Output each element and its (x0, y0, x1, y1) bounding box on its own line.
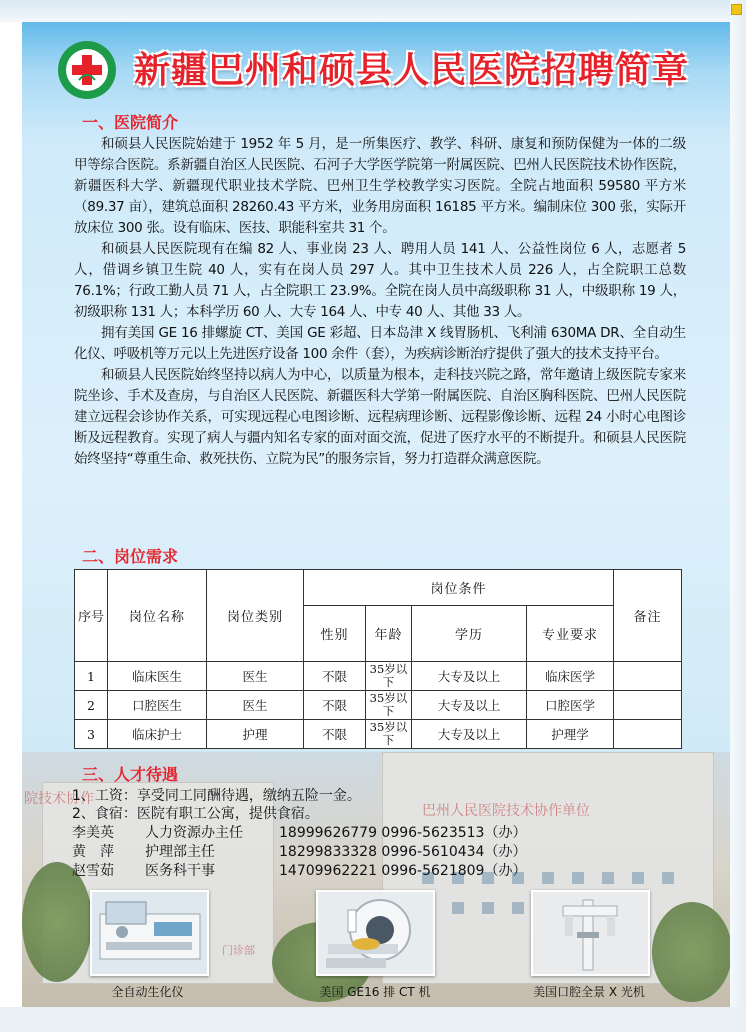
cell-position: 临床护士 (108, 720, 207, 749)
contact-name: 赵雪茹 (72, 863, 114, 879)
cell-gender: 不限 (304, 691, 366, 720)
cell-position: 口腔医生 (108, 691, 207, 720)
header-no: 序号 (75, 570, 108, 662)
cell-gender: 不限 (304, 720, 366, 749)
cell-no: 3 (75, 720, 108, 749)
cell-category: 医生 (207, 662, 304, 691)
header-category: 岗位类别 (207, 570, 304, 662)
table-row (75, 720, 682, 749)
page-top-margin (0, 0, 746, 22)
cell-education: 大专及以上 (412, 720, 527, 749)
hospital-introduction (74, 134, 686, 470)
intro-paragraph: 和硕县人民医院现有在编 82 人、事业岗 23 人、聘用人员 141 人、公益性岗位 6 人，志愿者 5 人，借调乡镇卫生院 40 人，实有在岗人员 297 人。其中卫生技术人员 226 人，占全院职工总数 76.1%；行政工勤人员 71 人，占全院职工 23.9%。全院在岗人员中高级职称 31 人，中级职称 19 人，初级职称 131 人；本科学历 60 人、大专 164 人、中专 40 人、其他 33 人。 (74, 241, 686, 320)
contact-row (72, 843, 632, 862)
cell-age: 35岁以下 (366, 662, 412, 691)
cell-category: 医生 (207, 691, 304, 720)
ct-scanner-icon (318, 892, 433, 974)
header-major: 专业要求 (527, 606, 614, 662)
contact-phone: 18299833328 0996-5610434（办） (279, 844, 527, 860)
table-row (75, 691, 682, 720)
header-education: 学历 (412, 606, 527, 662)
page-title: 新疆巴州和硕县人民医院招聘简章 (134, 49, 690, 91)
photo-caption: 美国 GE16 排 CT 机 (319, 985, 431, 999)
photo-caption: 美国口腔全景 X 光机 (533, 985, 645, 999)
benefit-item: 1、工资：享受同工同酬待遇，缴纳五险一金。 (72, 788, 361, 804)
photo-biochemistry-analyzer (90, 890, 209, 976)
photo-dental-xray (531, 890, 650, 976)
biochemistry-analyzer-icon (92, 892, 207, 974)
cell-remarks (614, 720, 682, 749)
cell-major: 护理学 (527, 720, 614, 749)
cell-education: 大专及以上 (412, 662, 527, 691)
building-sign-left: 院技术协作 (24, 791, 94, 807)
cell-remarks (614, 691, 682, 720)
page-right-margin (730, 0, 746, 1032)
hospital-logo-icon (57, 40, 117, 100)
cell-position: 临床医生 (108, 662, 207, 691)
intro-heading: 一、医院简介 (82, 113, 179, 132)
header-conditions: 岗位条件 (304, 570, 614, 606)
photo-ct-scanner (316, 890, 435, 976)
cell-gender: 不限 (304, 662, 366, 691)
contact-name: 李美英 (72, 825, 114, 841)
jobs-table (74, 569, 682, 749)
table-row (75, 662, 682, 691)
photo-caption: 全自动生化仪 (111, 985, 184, 999)
contact-phone: 14709962221 0996-5621809（办） (279, 863, 527, 879)
intro-paragraph: 和硕县人民医院始终坚持以病人为中心，以质量为根本，走科技兴院之路，常年邀请上级医院专家来院坐诊、手术及查房，与自治区人民医院、新疆医科大学第一附属医院、自治区胸科医院、巴州人民医院建立远程会诊协作关系，可实现远程心电图诊断、远程病理诊断、远程影像诊断、远程 24 小时心电图诊断及远程教育。实现了病人与疆内知名专家的面对面交流，促进了医疗水平的不断提升。和硕县人民医院始终坚持“尊重生命、救死扶伤、立院为民”的服务宗旨，努力打造群众满意医院。 (74, 367, 686, 467)
cell-remarks (614, 662, 682, 691)
cell-major: 临床医学 (527, 662, 614, 691)
benefits-list (72, 787, 632, 823)
benefit-item: 2、食宿：医院有职工公寓，提供食宿。 (72, 806, 319, 822)
contact-role: 人力资源办主任 (145, 825, 243, 841)
jobs-heading: 二、岗位需求 (82, 547, 179, 566)
header-gender: 性别 (304, 606, 366, 662)
contact-phone: 18999626779 0996-5623513（办） (279, 825, 527, 841)
intro-paragraph: 和硕县人民医院始建于 1952 年 5 月，是一所集医疗、教学、科研、康复和预防保健为一体的二级甲等综合医院。系新疆自治区人民医院、石河子大学医学院第一附属医院、巴州人民医院技术协作医院，新疆医科大学、新疆现代职业技术学院、巴州卫生学校教学实习医院。全院占地面积 59580 平方米（89.37 亩），建筑总面积 28260.43 平方米，业务用房面积 16185 平方米。编制床位 300 张，实际开放床位 300 张。设有临床、医技、职能科室共 31 个。 (74, 136, 686, 236)
contact-role: 护理部主任 (145, 844, 215, 860)
contact-row (72, 862, 632, 881)
contact-list (72, 824, 632, 881)
building-sign-right: 巴州人民医院技术协作单位 (422, 803, 590, 819)
header-position: 岗位名称 (108, 570, 207, 662)
cell-category: 护理 (207, 720, 304, 749)
contact-role: 医务科干事 (145, 863, 215, 879)
cell-no: 2 (75, 691, 108, 720)
dental-xray-icon (533, 892, 648, 974)
intro-paragraph: 拥有美国 GE 16 排螺旋 CT、美国 GE 彩超、日本岛津 X 线胃肠机、飞利浦 630MA DR、全自动生化仪、呼吸机等万元以上先进医疗设备 100 余件（套），为疾病诊断治疗提供了强大的技术支持平台。 (74, 325, 686, 362)
header-remarks: 备注 (614, 570, 682, 662)
cell-age: 35岁以下 (366, 691, 412, 720)
contact-row (72, 824, 632, 843)
corner-marker-icon (731, 4, 742, 15)
header-age: 年龄 (366, 606, 412, 662)
cell-education: 大专及以上 (412, 691, 527, 720)
cell-major: 口腔医学 (527, 691, 614, 720)
cell-age: 35岁以下 (366, 720, 412, 749)
cell-no: 1 (75, 662, 108, 691)
contact-name: 黄 萍 (72, 844, 114, 860)
benefits-heading: 三、人才待遇 (82, 765, 179, 784)
recruitment-poster (22, 22, 730, 1007)
building-sign-bottom: 门诊部 (222, 944, 255, 957)
page-bottom-margin (0, 1007, 746, 1032)
